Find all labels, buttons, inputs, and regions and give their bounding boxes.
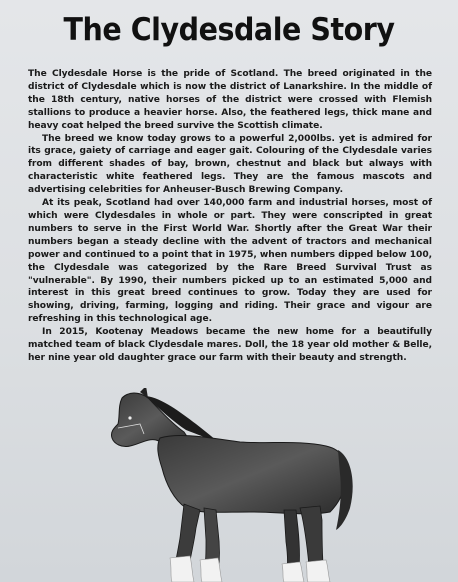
clydesdale-horse-illustration xyxy=(100,388,360,582)
paragraph-history: At its peak, Scotland had over 140,000 farm and industrial horses, most of which were Clydesdales in whole or part. They were conscripted in great numbers to serve in the First World War. Shortly after the Great War their numbers began a steady decline with the advent of tractors and mechanical power and continued to a point that in 1975, when numbers dipped below 100, the Clydesdale was categorized by the Rare Breed Survival Trust as "vulnerable". By 1990, their numbers picked up to an estimated 5,000 and interest in this great breed continues to grow. Today they are used for showing, driving, farming, logging and riding. Their grace and vigour are refreshing in this technological age. xyxy=(28,198,432,325)
sign-body-text xyxy=(28,68,432,365)
paragraph-breed-today: The breed we know today grows to a powerful 2,000lbs. yet is admired for its grace, gaiety of carriage and eager gait. Colouring of the Clydesdale varies from different shades of bay, brown, chestnut and black but always with characteristic white feathered legs. They are the famous mascots and advertising celebrities for Anheuser-Busch Brewing Company. xyxy=(28,133,432,196)
paragraph-kootenay-meadows: In 2015, Kootenay Meadows became the new home for a beautifully matched team of black Clydesdale mares. Doll, the 18 year old mother & Belle, her nine year old daughter grace our farm with their beauty and strength. xyxy=(28,327,432,363)
sign-title: The Clydesdale Story xyxy=(63,12,395,48)
horse-feathered-feet xyxy=(170,556,194,582)
horse-body xyxy=(158,435,347,513)
paragraph-origin: The Clydesdale Horse is the pride of Scotland. The breed originated in the district of Clydesdale which is now the district of Lanarkshire. In the middle of the 18th century, native horses of the district were crossed with Flemish stallions to produce a heavier horse. Also, the feathered legs, thick mane and heavy coat helped the breed survive the Scottish climate. xyxy=(28,69,432,131)
